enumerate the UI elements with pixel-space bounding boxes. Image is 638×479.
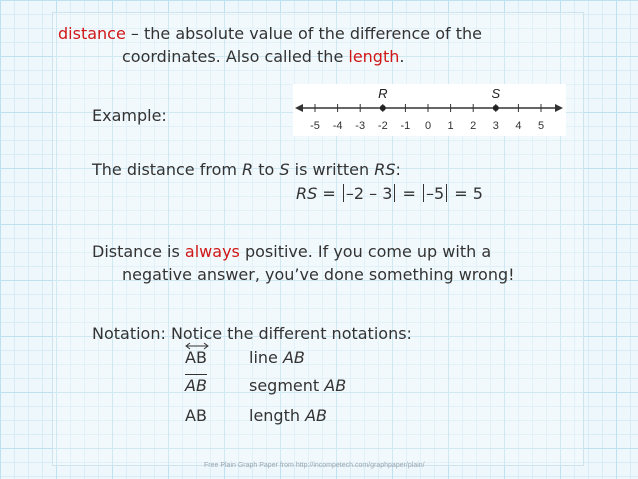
eq-equals-2: = xyxy=(397,184,421,203)
line-symbol xyxy=(185,348,207,367)
length-desc-name: AB xyxy=(305,406,328,425)
ds-text-1: The distance from xyxy=(92,160,243,179)
tick-label: 2 xyxy=(470,120,477,132)
term-length: length xyxy=(348,47,400,66)
always-line-2: negative answer, you’ve done something wrong! xyxy=(122,265,515,284)
tick-label: -3 xyxy=(355,120,366,132)
eq-lhs: RS xyxy=(296,184,318,203)
tick-label: -1 xyxy=(400,120,411,132)
abs-bar xyxy=(446,184,447,202)
tick-label: -5 xyxy=(310,120,320,132)
point-r xyxy=(380,105,386,111)
segment-desc-word: segment xyxy=(249,376,325,395)
distance-sentence xyxy=(92,160,401,179)
ds-point-r: R xyxy=(242,160,254,179)
ds-point-s: S xyxy=(279,160,290,179)
line-symbol-text: AB xyxy=(185,348,207,367)
definition-text-1: – the absolute value of the difference of the xyxy=(125,24,482,43)
definition-text-2: coordinates. Also called the xyxy=(122,47,349,66)
example-label: Example: xyxy=(92,106,167,125)
eq-result: 5 xyxy=(472,184,483,203)
tick-label: 4 xyxy=(515,120,522,132)
abs-bar xyxy=(394,184,395,202)
segment-description xyxy=(249,376,346,395)
footer-credit: Free Plain Graph Paper from http://incompetech.com/graphpaper/plain/ xyxy=(204,462,425,469)
ds-colon: : xyxy=(395,160,401,179)
definition-line-1 xyxy=(58,24,482,43)
always-text-1: Distance is xyxy=(92,242,185,261)
ds-text-2: to xyxy=(253,160,280,179)
left-arrow-icon xyxy=(295,104,303,112)
double-arrow-icon xyxy=(184,342,210,350)
right-arrow-icon xyxy=(555,104,563,112)
slide-frame xyxy=(52,12,584,466)
number-line-figure xyxy=(293,84,566,136)
line-desc-name: AB xyxy=(282,348,305,367)
definition-line-2 xyxy=(122,47,404,66)
abs-bar xyxy=(423,184,424,202)
length-symbol: AB xyxy=(185,406,207,425)
tick-label: -2 xyxy=(377,120,388,132)
distance-equation xyxy=(296,184,483,203)
line-description xyxy=(249,348,305,367)
point-label-s: S xyxy=(491,86,501,101)
tick-label: -4 xyxy=(332,120,343,132)
line-desc-word: line xyxy=(249,348,283,367)
tick-label: 1 xyxy=(447,120,454,132)
number-line xyxy=(293,84,566,136)
eq-equals-3: = xyxy=(449,184,473,203)
point-label-r: R xyxy=(378,86,388,101)
tick-label: 0 xyxy=(424,120,432,132)
term-distance: distance xyxy=(58,24,126,43)
segment-symbol-text: AB xyxy=(185,376,207,395)
notation-heading: Notation: Notice the different notations: xyxy=(92,324,412,343)
ds-text-3: is written xyxy=(289,160,375,179)
abs-bar xyxy=(343,184,344,202)
eq-inner-1: –2 – 3 xyxy=(345,184,393,203)
always-line-1 xyxy=(92,242,491,261)
tick-label: 3 xyxy=(492,120,499,132)
point-s xyxy=(493,105,499,111)
tick-label: 5 xyxy=(537,120,545,132)
term-always: always xyxy=(184,242,240,261)
segment-desc-name: AB xyxy=(324,376,347,395)
eq-equals-1: = xyxy=(317,184,341,203)
always-text-2: positive. If you come up with a xyxy=(239,242,492,261)
ds-rs: RS xyxy=(374,160,396,179)
segment-symbol xyxy=(185,376,207,395)
eq-inner-2: –5 xyxy=(425,184,445,203)
length-desc-word: length xyxy=(249,406,306,425)
definition-period: . xyxy=(399,47,405,66)
length-description xyxy=(249,406,327,425)
